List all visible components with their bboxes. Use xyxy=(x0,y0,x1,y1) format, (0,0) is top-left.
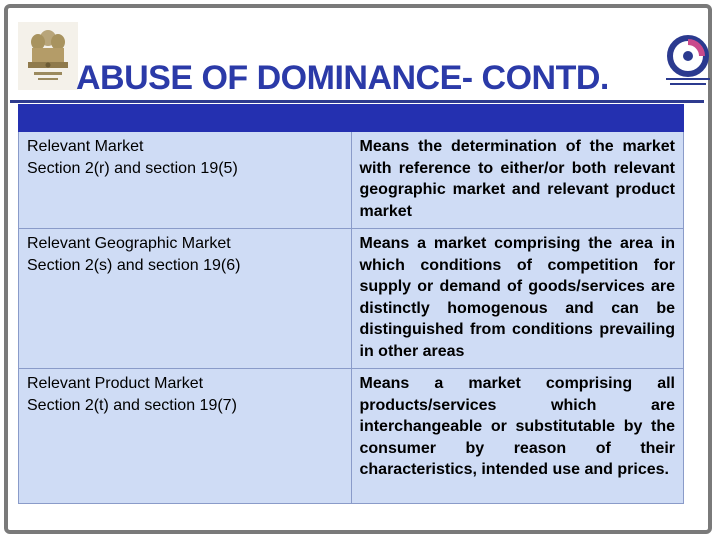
term-name: Relevant Market xyxy=(27,138,144,155)
table-row xyxy=(19,229,684,369)
national-emblem-icon xyxy=(18,22,78,90)
table-row xyxy=(19,132,684,229)
definitions-table-container xyxy=(18,104,684,504)
definition-cell: Means a market comprising all products/services which are interchangeable or substitutable by the consumer by reason of their characteristics, intended use and prices. xyxy=(351,369,684,504)
definition-cell: Means the determination of the market with reference to either/or both relevant geographic market and relevant product market xyxy=(351,132,684,229)
title-underline xyxy=(10,100,704,103)
term-cell xyxy=(19,369,352,504)
term-cell xyxy=(19,229,352,369)
table-header-row xyxy=(19,105,684,132)
header-cell-left xyxy=(19,105,352,132)
term-name: Relevant Geographic Market xyxy=(27,235,231,252)
slide-title: ABUSE OF DOMINANCE- CONTD. xyxy=(76,59,609,97)
term-section: Section 2(r) and section 19(5) xyxy=(27,159,238,177)
table-row xyxy=(19,369,684,504)
competition-commission-logo-icon xyxy=(660,32,716,88)
term-section: Section 2(s) and section 19(6) xyxy=(27,256,241,274)
definition-cell: Means a market comprising the area in which conditions of competition for supply or demand of goods/services are distinctly homogenous and can be distinguished from conditions prevailing in other areas xyxy=(351,229,684,369)
header-cell-right xyxy=(351,105,684,132)
term-name: Relevant Product Market xyxy=(27,375,204,392)
definitions-table xyxy=(18,104,684,504)
term-cell xyxy=(19,132,352,229)
term-section: Section 2(t) and section 19(7) xyxy=(27,396,237,414)
